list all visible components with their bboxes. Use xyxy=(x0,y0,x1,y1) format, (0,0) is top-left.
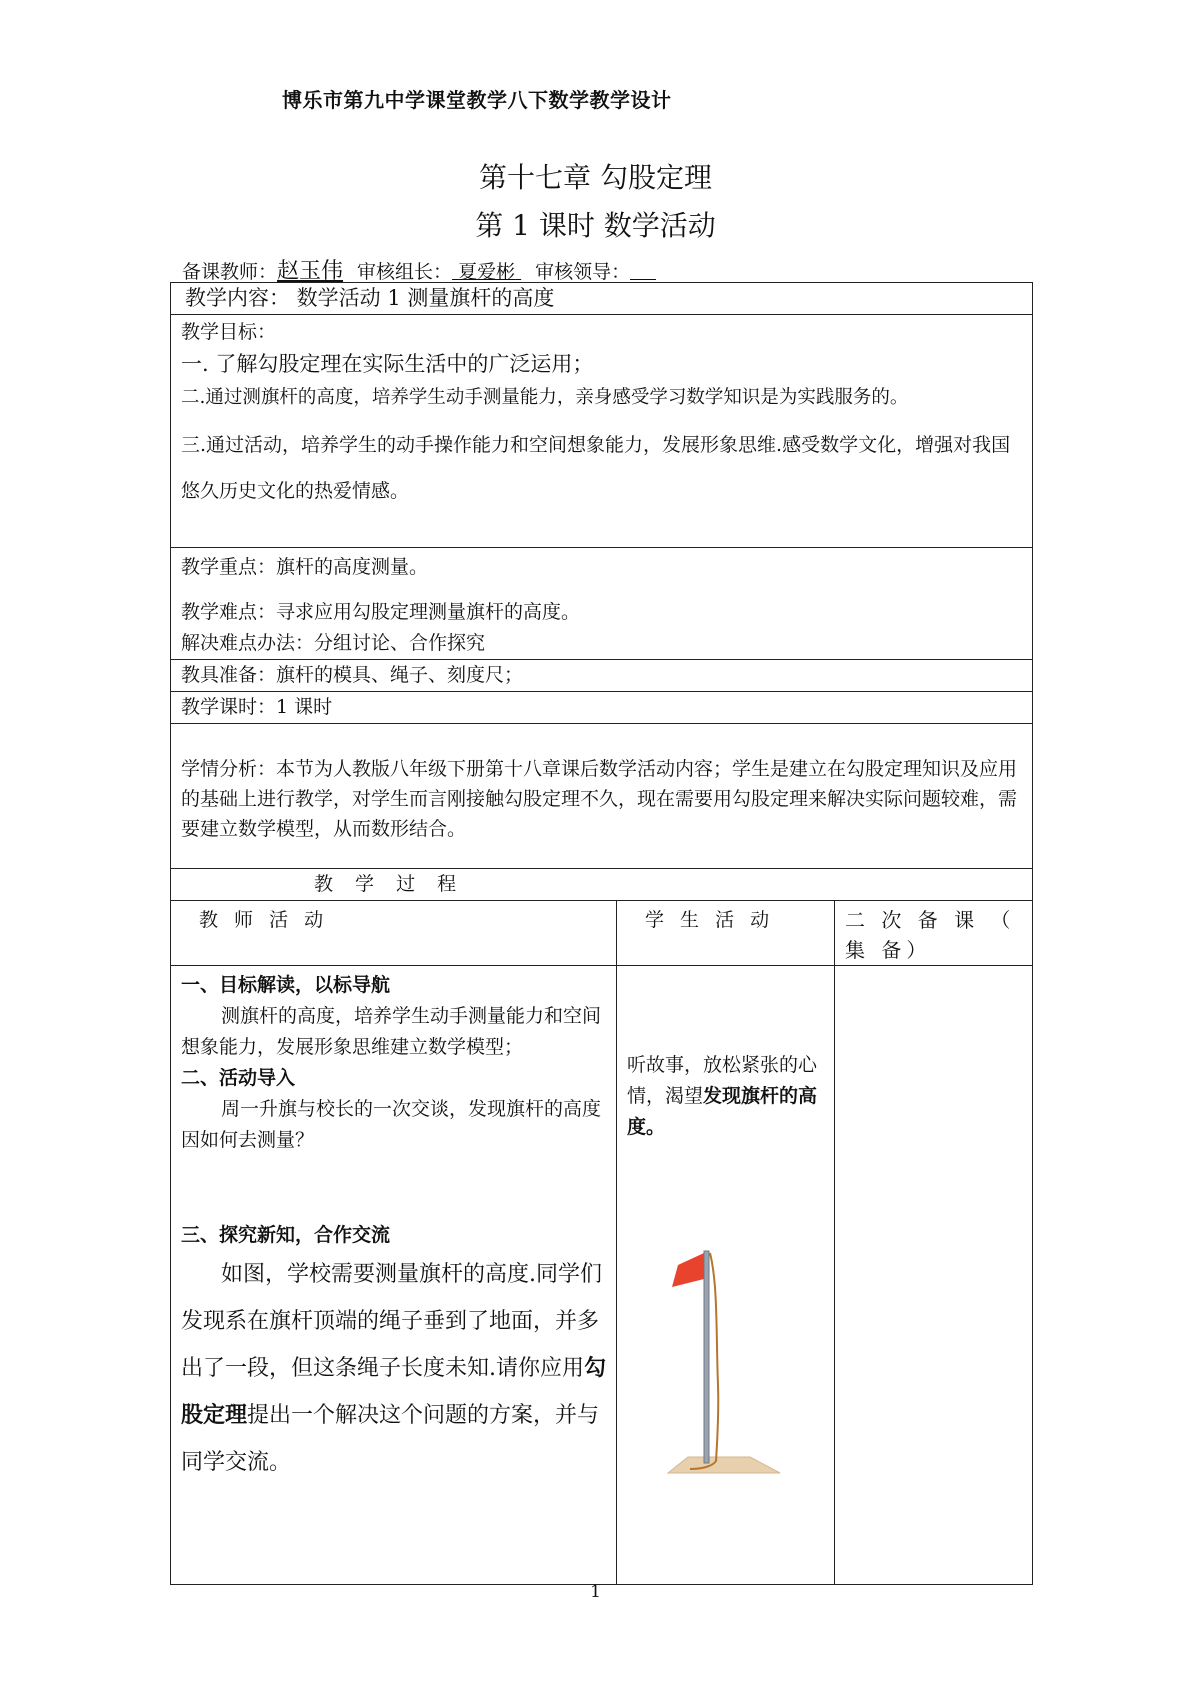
lesson-table xyxy=(170,282,1033,1585)
solution: 解决难点办法：分组讨论、合作探究 xyxy=(181,632,486,654)
school-header: 博乐市第九中学课堂教学八下数学教学设计 xyxy=(282,88,672,112)
leader-name: 夏爱彬 xyxy=(458,261,516,283)
flag-pole xyxy=(704,1251,709,1463)
goals-label: 教学目标： xyxy=(181,321,277,343)
teacher-name: 赵玉伟 xyxy=(277,259,344,284)
s1-title: 一、目标解读，以标导航 xyxy=(181,974,391,996)
director-label: 审核领导： xyxy=(535,261,631,283)
red-flag xyxy=(672,1253,704,1287)
process-title: 教 学 过 程 xyxy=(171,869,1033,901)
director-blank xyxy=(630,261,656,280)
goal-3: 三.通过活动，培养学生的动手操作能力和空间想象能力，发展形象思维.感受数学文化，增强对我国悠久历史文化的热爱情感。 xyxy=(181,434,1011,502)
page-number: 1 xyxy=(590,1582,601,1602)
s2-text: 周一升旗与校长的一次交谈，发现旗杆的高度因如何去测量？ xyxy=(181,1098,602,1151)
analysis-cell: 学情分析：本节为人教版八年级下册第十八章课后数学活动内容；学生是建立在勾股定理知识及应用的基础上进行教学，对学生而言刚接触勾股定理不久，现在需要用勾股定理来解决实际问题较难，需要建立数学模型，从而数形结合。 xyxy=(171,724,1033,869)
goal-2: 二.通过测旗杆的高度，培养学生动手测量能力，亲身感受学习数学知识是为实践服务的。 xyxy=(181,387,909,408)
s3-bold: 勾股定理 xyxy=(181,1356,607,1428)
tools-cell: 教具准备：旗杆的模具、绳子、刻度尺； xyxy=(171,660,1033,692)
student-text: 听故事，放松紧张的心情，渴望发现旗杆的高度。 xyxy=(627,1054,818,1138)
chapter-title: 第十七章 勾股定理 xyxy=(479,161,712,194)
review-line xyxy=(182,254,656,285)
s3-text: 如图，学校需要测量旗杆的高度.同学们发现系在旗杆顶端的绳子垂到了地面，并多出了一段，但这条绳子长度未知.请你应用勾股定理提出一个解决这个问题的方案，并与同学交流。 xyxy=(181,1262,607,1475)
student-bold: 发现旗杆的高度。 xyxy=(627,1085,818,1138)
ground-patch xyxy=(668,1457,780,1473)
hours-cell: 教学课时：1 课时 xyxy=(171,692,1033,724)
s3-title: 三、探究新知，合作交流 xyxy=(181,1224,391,1246)
lesson-title: 第 1 课时 数学活动 xyxy=(475,209,716,242)
teacher-label: 备课教师： xyxy=(182,261,278,283)
flagpole-illustration xyxy=(660,1245,790,1475)
leader-label: 审核组长： xyxy=(357,261,453,283)
s1-text: 测旗杆的高度，培养学生动手测量能力和空间想象能力，发展形象思维建立数学模型； xyxy=(181,1005,602,1058)
prep-cell xyxy=(835,966,1033,1585)
col-student: 学 生 活 动 xyxy=(617,901,835,966)
key-point: 教学重点：旗杆的高度测量。 xyxy=(181,556,429,578)
teacher-activity-cell xyxy=(171,966,617,1585)
s2-title: 二、活动导入 xyxy=(181,1067,296,1089)
col-prep: 二 次 备 课 （ 集 备） xyxy=(835,901,1033,966)
goal-1: 一. 了解勾股定理在实际生活中的广泛运用； xyxy=(181,352,594,376)
key-points-cell xyxy=(171,548,1033,660)
difficulty: 教学难点：寻求应用勾股定理测量旗杆的高度。 xyxy=(181,601,581,623)
goals-cell xyxy=(171,315,1033,548)
col-teacher: 教 师 活 动 xyxy=(171,901,617,966)
content-cell: 教学内容： 数学活动 1 测量旗杆的高度 xyxy=(171,283,1033,315)
